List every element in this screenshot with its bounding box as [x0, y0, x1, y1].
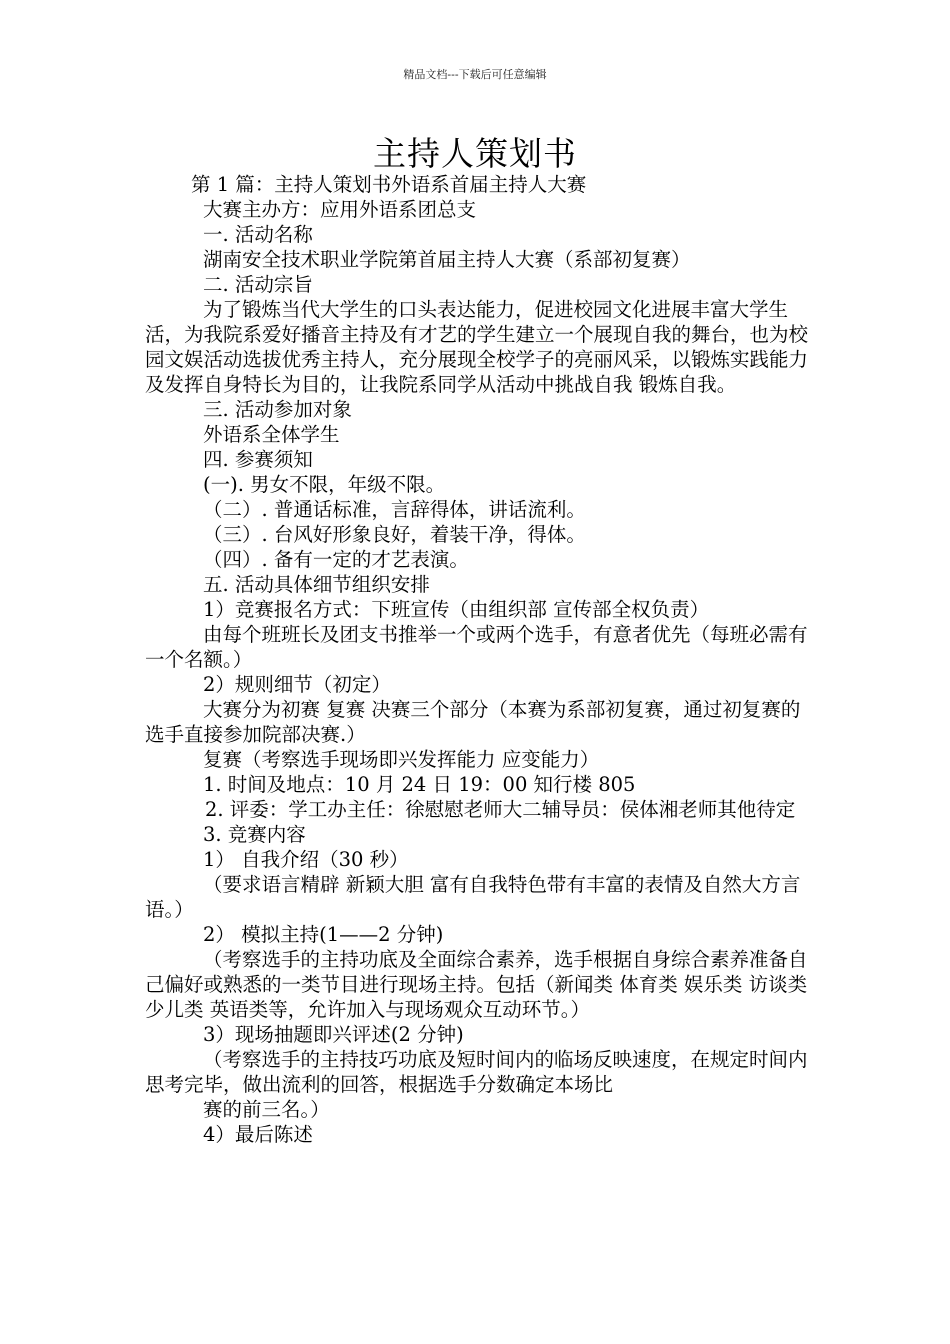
judges-line: 2. 评委：学工办主任：徐慰慰老师大二辅导员：侯体湘老师其他待定 — [205, 798, 796, 821]
document-body — [145, 172, 810, 1147]
time-location: 1. 时间及地点：10 月 24 日 19：00 知行楼 805 — [203, 773, 636, 796]
section-heading-3: 三. 活动参加对象 — [203, 398, 352, 421]
chapter-heading: 第 1 篇：主持人策划书外语系首届主持人大赛 — [191, 173, 587, 196]
content-item-1-detail: （要求语言精辟 新颖大胆 富有自我特色带有丰富的表情及自然大方言语。） — [145, 873, 801, 921]
rule-item-2: （二）. 普通话标准，言辞得体，讲话流利。 — [203, 498, 586, 521]
page-header: 精品文档---下载后可任意编辑 — [403, 68, 547, 81]
content-item-3-detail-end: 赛的前三名。） — [203, 1098, 330, 1121]
section-heading-5: 五. 活动具体细节组织安排 — [203, 573, 430, 596]
rules-detail-heading: 2）规则细节（初定） — [203, 673, 391, 696]
event-name: 湖南安全技术职业学院第首届主持人大赛（系部初复赛） — [203, 248, 691, 271]
purpose-paragraph: 为了锻炼当代大学生的口头表达能力，促进校园文化进展丰富大学生活，为我院系爱好播音主持及有才艺的学生建立一个展现自我的舞台，也为校园文娱活动选拔优秀主持人，充分展现全校学子的亮丽风采，以锻炼实践能力及发挥自身特长为目的，让我院系同学从活动中挑战自我 锻炼自我。 — [145, 298, 809, 396]
registration-detail: 由每个班班长及团支书推举一个或两个选手，有意者优先（每班必需有一个名额。） — [145, 623, 808, 671]
rule-item-1: (一). 男女不限，年级不限。 — [203, 473, 446, 496]
semifinal-heading: 复赛（考察选手现场即兴发挥能力 应变能力） — [203, 748, 600, 771]
content-item-3-detail: （考察选手的主持技巧功底及短时间内的临场反映速度，在规定时间内思考完毕，做出流利的回答，根据选手分数确定本场比 — [145, 1048, 808, 1096]
section-heading-4: 四. 参赛须知 — [203, 448, 313, 471]
content-heading: 3. 竞赛内容 — [203, 823, 306, 846]
competition-stages: 大赛分为初赛 复赛 决赛三个部分（本赛为系部初复赛，通过初复赛的选手直接参加院部决赛.） — [145, 698, 801, 746]
content-item-3: 3）现场抽题即兴评述(2 分钟) — [203, 1023, 464, 1046]
content-item-2: 2） 模拟主持(1——2 分钟) — [203, 923, 444, 946]
registration-method: 1）竞赛报名方式：下班宣传（由组织部 宣传部全权负责） — [203, 598, 710, 621]
organizer-line: 大赛主办方：应用外语系团总支 — [203, 198, 477, 221]
section-heading-1: 一. 活动名称 — [203, 223, 313, 246]
section-heading-2: 二. 活动宗旨 — [203, 273, 313, 296]
document-title: 主持人策划书 — [373, 134, 577, 173]
content-item-2-detail: （考察选手的主持功底及全面综合素养，选手根据自身综合素养准备自己偏好或熟悉的一类节目进行现场主持。包括（新闻类 体育类 娱乐类 访谈类 少儿类 英语类等，允许加入与现场观众互动环节。） — [145, 948, 808, 1021]
participants-line: 外语系全体学生 — [203, 423, 340, 446]
content-item-1: 1） 自我介绍（30 秒） — [203, 848, 409, 871]
rule-item-4: （四）. 备有一定的才艺表演。 — [203, 548, 469, 571]
rule-item-3: （三）. 台风好形象良好，着装干净，得体。 — [203, 523, 586, 546]
content-item-4: 4）最后陈述 — [203, 1123, 313, 1146]
